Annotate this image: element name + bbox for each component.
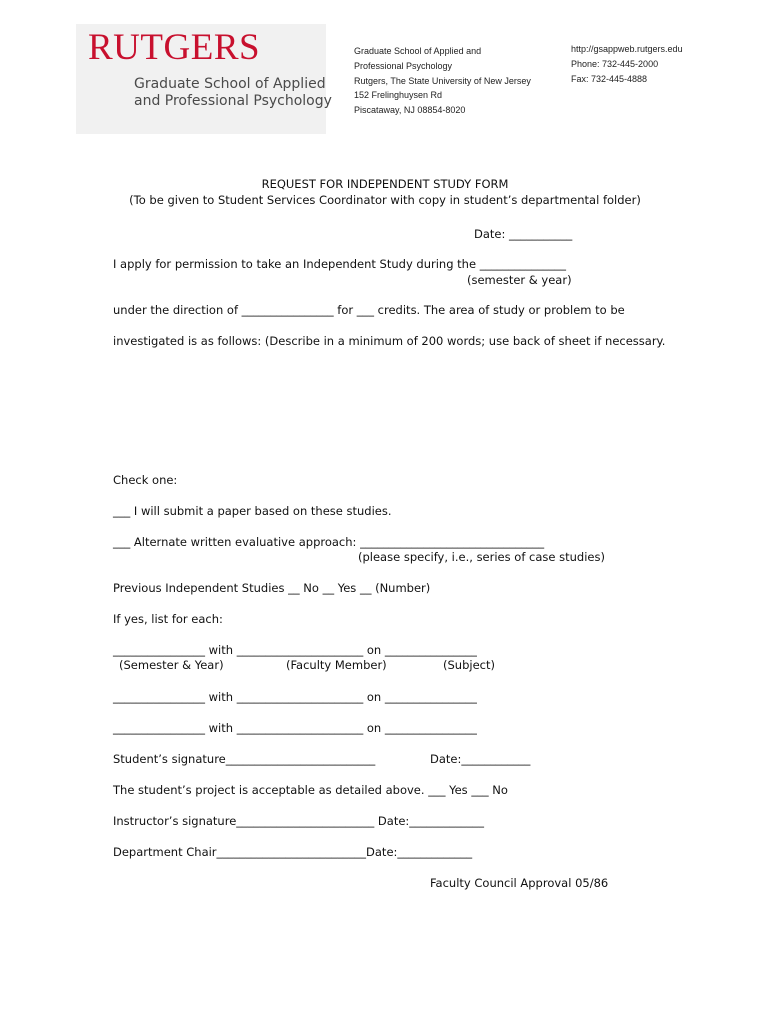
logo-subtitle-line-2: and Professional Psychology bbox=[134, 93, 332, 109]
address-line: Professional Psychology bbox=[354, 60, 453, 71]
address-line: 152 Frelinghuysen Rd bbox=[354, 90, 443, 101]
previous-study-row[interactable]: ________________ with ______________________ on ________________ bbox=[113, 721, 477, 735]
paper-option[interactable]: ___ I will submit a paper based on these studies. bbox=[113, 504, 392, 518]
address-line: Piscataway, NJ 08854-8020 bbox=[354, 105, 466, 116]
school-contact bbox=[571, 42, 683, 86]
previous-studies-field[interactable]: Previous Independent Studies __ No __ Yes __ (Number) bbox=[113, 581, 431, 595]
alternate-option[interactable]: ___ Alternate written evaluative approach: ________________________________ bbox=[113, 535, 545, 549]
department-chair-field[interactable]: Department Chair__________________________Date:_____________ bbox=[113, 845, 473, 859]
alternate-hint: (please specify, i.e., series of case studies) bbox=[358, 550, 605, 564]
semester-field[interactable]: I apply for permission to take an Independent Study during the _______________ bbox=[113, 257, 566, 271]
address-line: Graduate School of Applied and bbox=[354, 46, 482, 56]
semester-hint: (semester & year) bbox=[467, 273, 572, 287]
previous-study-row[interactable]: ________________ with ______________________ on ________________ bbox=[113, 690, 477, 704]
description-instructions: investigated is as follows: (Describe in a minimum of 200 words; use back of sheet if necessary. bbox=[113, 334, 666, 348]
website-link[interactable]: http://gsappweb.rutgers.edu bbox=[571, 44, 683, 54]
fax-number: Fax: 732-445-4888 bbox=[571, 73, 648, 84]
address-line: Rutgers, The State University of New Jersey bbox=[354, 75, 531, 86]
faculty-member-caption: (Faculty Member) bbox=[286, 658, 387, 672]
check-one-label: Check one: bbox=[113, 473, 178, 487]
semester-year-caption: (Semester & Year) bbox=[119, 658, 224, 672]
acceptance-field[interactable]: The student’s project is acceptable as detailed above. ___ Yes ___ No bbox=[113, 783, 508, 797]
logo-subtitle bbox=[134, 76, 332, 110]
subject-caption: (Subject) bbox=[443, 658, 495, 672]
if-yes-label: If yes, list for each: bbox=[113, 612, 223, 626]
instructor-signature-field[interactable]: Instructor’s signature________________________ Date:_____________ bbox=[113, 814, 485, 828]
previous-study-row[interactable]: ________________ with ______________________ on ________________ bbox=[113, 643, 477, 657]
phone-number: Phone: 732-445-2000 bbox=[571, 58, 659, 69]
form-title: REQUEST FOR INDEPENDENT STUDY FORM bbox=[261, 177, 509, 191]
logo-subtitle-line-1: Graduate School of Applied bbox=[134, 76, 326, 92]
form-subtitle: (To be given to Student Services Coordinator with copy in student’s departmental folder) bbox=[129, 193, 641, 207]
direction-line[interactable]: under the direction of ________________ for ___ credits. The area of study or problem to be bbox=[113, 303, 625, 317]
logo-wordmark: RUTGERS bbox=[88, 27, 261, 68]
school-address bbox=[354, 44, 531, 118]
date-field[interactable]: Date: ___________ bbox=[474, 227, 573, 241]
student-signature-field[interactable]: Student’s signature__________________________ bbox=[113, 752, 376, 766]
approval-note: Faculty Council Approval 05/86 bbox=[430, 876, 609, 890]
rutgers-logo bbox=[76, 24, 332, 134]
student-date-field[interactable]: Date:____________ bbox=[430, 752, 531, 766]
